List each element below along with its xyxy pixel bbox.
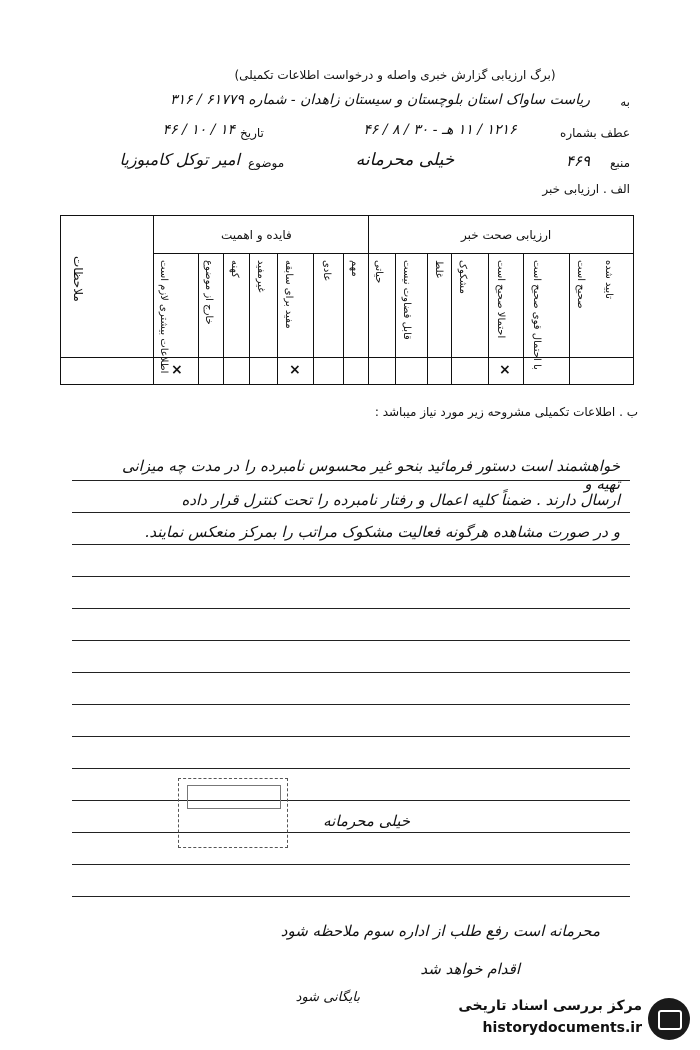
col-doubtful: مشکوک [457, 260, 468, 294]
date-label: تاریخ [240, 126, 264, 140]
report-line-1: خواهشمند است دستور فرمائید بنحو غیر محسوس نامبرده را در مدت چه میزانی تهیه و [121, 457, 620, 493]
logo-icon [648, 998, 690, 1040]
signature: بایگانی شود [295, 990, 360, 1005]
ref-number-value: ۱۲۱۶ / ۱۱ هـ - ۳۰ / ۸ / ۴۶ [363, 122, 517, 138]
footer-note-2: اقدام خواهد شد [420, 960, 520, 978]
evaluation-table [60, 215, 634, 385]
source-name: خیلی محرمانه [355, 150, 455, 170]
col-additional-info: اطلاعات بیشتری لازم است [158, 260, 169, 374]
col-wrong: غلط [433, 260, 444, 279]
subject-prefix: به [620, 95, 630, 109]
mark-additional-info: × [171, 362, 183, 378]
accuracy-header: ارزیابی صحت خبر [461, 228, 552, 242]
classification-note: خیلی محرمانه [323, 812, 410, 830]
logo-arabic-text: مرکز بررسی اسناد تاریخی [458, 998, 642, 1014]
col-correct: صحیح است [575, 260, 586, 309]
footer-note-1: محرمانه است رفع طلب از اداره سوم ملاحظه شود [280, 922, 600, 940]
section-a-label: الف . ارزیابی خبر [542, 182, 630, 196]
col-important: مهم [349, 260, 360, 277]
form-title: (برگ ارزیابی گزارش خبری واصله و درخواست اطلاعات تکمیلی) [234, 68, 556, 82]
date-value: ۱۴ / ۱۰ / ۴۶ [162, 122, 235, 138]
classification-stamp [178, 778, 288, 848]
col-likely-correct: با احتمال قوی صحیح است [531, 260, 542, 370]
report-line-3: و در صورت مشاهده هرگونه فعالیت مشکوک مراتب را بمرکز منعکس نمایند. [144, 523, 620, 541]
col-old: کهنه [229, 260, 240, 278]
col-vital: حیاتی [373, 260, 384, 284]
mark-useful-previous: × [289, 362, 301, 378]
report-line-2: ارسال دارند . ضمناً کلیه اعمال و رفتار نامبرده را تحت کنترل قرار داده [181, 491, 620, 509]
col-ordinary: عادی [321, 260, 332, 282]
col-confirmed: تایید شده [603, 260, 614, 299]
col-unimportant: غیرمفید [255, 260, 266, 293]
watermark-logo [392, 998, 692, 1042]
ref-number-label: عطف بشماره [560, 126, 630, 140]
mark-probably-correct: × [499, 362, 511, 378]
section-b-label: ب . اطلاعات تکمیلی مشروحه زیر مورد نیاز میباشد : [374, 405, 638, 419]
col-useful-previous: مفید برای سابقه [283, 260, 294, 329]
usefulness-header: فایده و اهمیت [221, 228, 292, 242]
topic-label: موضوع [248, 156, 285, 170]
col-off-topic: خارج از موضوع [203, 260, 214, 325]
logo-url: historydocuments.ir [482, 1020, 642, 1036]
col-no-judgment: قابل قضاوت نیست [401, 260, 412, 340]
topic-value: امیر توکل کامبوزیا [119, 150, 240, 169]
subject-handwritten: ریاست ساواک استان بلوچستان و سیستان زاهدان - شماره ۶۱۷۷۹ / ۳۱۶ [170, 92, 590, 108]
remarks-header: ملاحظات [71, 256, 85, 302]
source-value: ۴۶۹ [565, 152, 590, 170]
source-label: منبع [609, 156, 630, 170]
col-probably-correct: احتمالا صحیح است [495, 260, 506, 339]
